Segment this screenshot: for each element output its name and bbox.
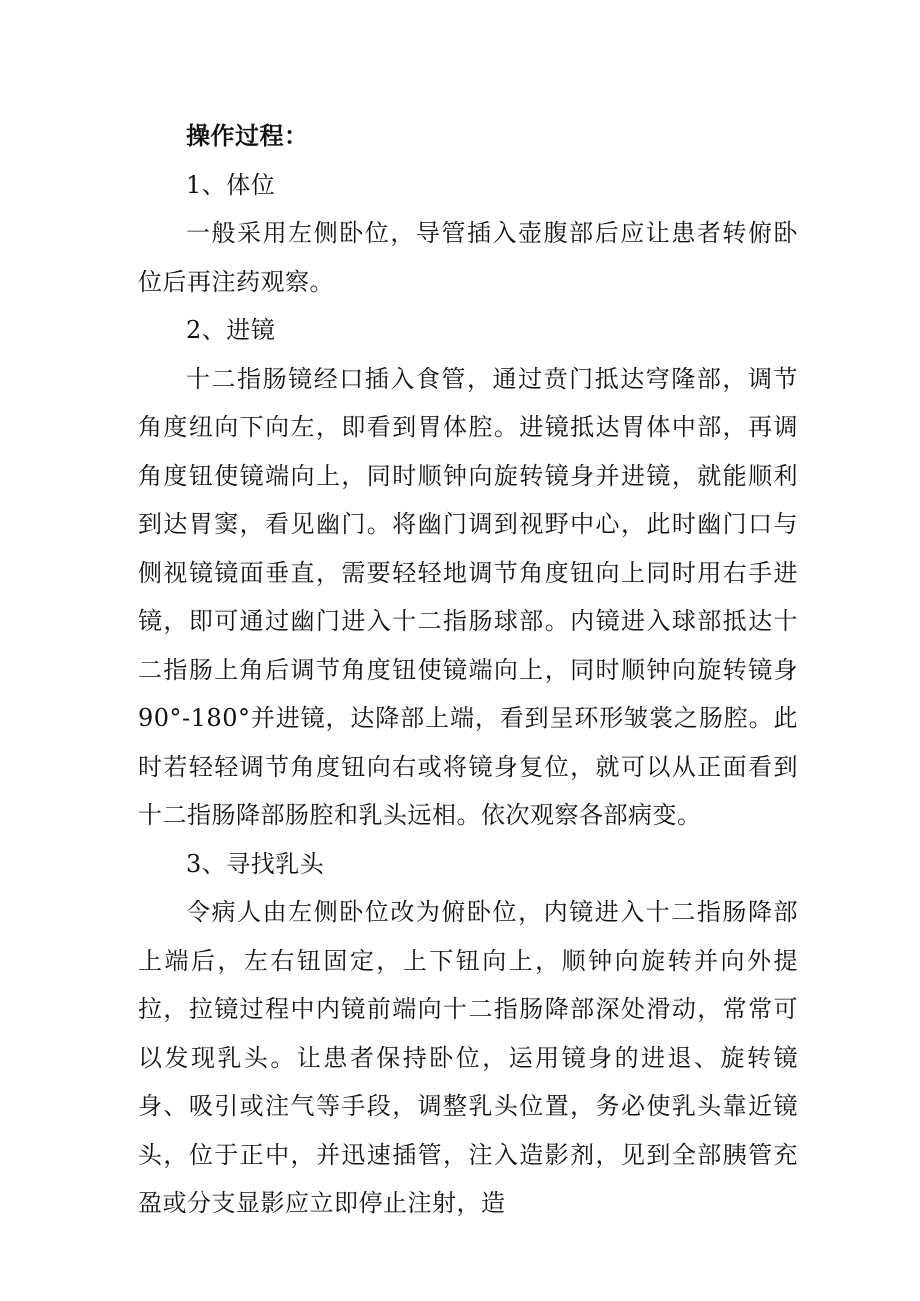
section-paragraph-position: 一般采用左侧卧位，导管插入壶腹部后应让患者转俯卧位后再注药观察。 xyxy=(138,219,798,296)
section-heading-find-papilla: 3、寻找乳头 xyxy=(186,849,325,878)
document-title: 操作过程： xyxy=(186,121,309,150)
section-paragraph-find-papilla: 令病人由左侧卧位改为俯卧位，内镜进入十二指肠降部上端后，左右钮固定，上下钮向上，顺钟向旋转并向外提拉，拉镜过程中内镜前端向十二指肠降部深处滑动，常常可以发现乳头。让患者保持卧位，运用镜身的进退、旋转镜身、吸引或注气等手段，调整乳头位置，务必使乳头靠近镜头，位于正中，并迅速插管，注入造影剂，见到全部胰管充盈或分支显影应立即停止注射，造 xyxy=(138,898,798,1217)
section-heading-position: 1、体位 xyxy=(186,170,276,199)
document-body xyxy=(138,112,798,1228)
section-paragraph-insertion: 十二指肠镜经口插入食管，通过贲门抵达穹隆部，调节角度纽向下向左，即看到胃体腔。进镜抵达胃体中部，再调角度钮使镜端向上，同时顺钟向旋转镜身并进镜，就能顺利到达胃窦，看见幽门。将幽门调到视野中心，此时幽门口与侧视镜镜面垂直，需要轻轻地调节角度钮向上同时用右手进镜，即可通过幽门进入十二指肠球部。内镜进入球部抵达十二指肠上角后调节角度钮使镜端向上，同时顺钟向旋转镜身90°-180°并进镜，达降部上端，看到呈环形皱裳之肠腔。此时若轻轻调节角度钮向右或将镜身复位，就可以从正面看到十二指肠降部肠腔和乳头远相。依次观察各部病变。 xyxy=(138,364,798,829)
section-heading-insertion: 2、进镜 xyxy=(186,316,276,344)
